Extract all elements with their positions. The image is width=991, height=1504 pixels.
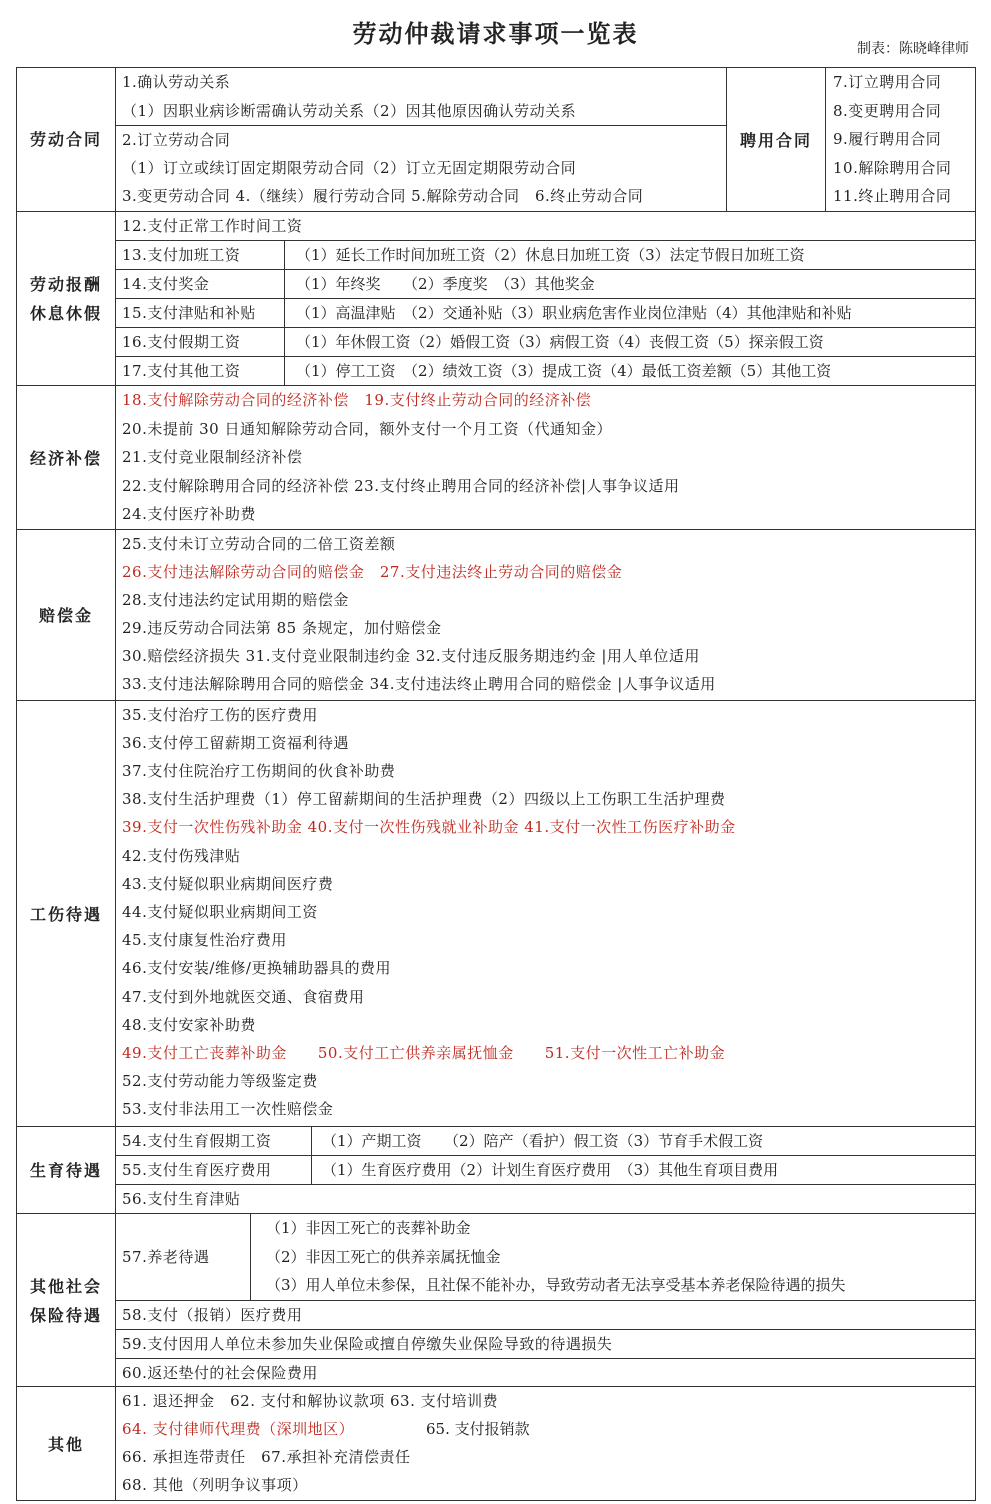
list-item: 7.订立聘用合同 <box>833 73 942 91</box>
row-14-detail: （1）年终奖 （2）季度奖 （3）其他奖金 <box>296 275 595 293</box>
line-35: 35.支付治疗工伤的医疗费用 <box>122 706 318 724</box>
line-42: 42.支付伤残津贴 <box>122 847 241 865</box>
pension-detail-3: （3）用人单位未参保，且社保不能补办，导致劳动者无法享受基本养老保险待遇的损失 <box>266 1276 846 1294</box>
line-30-32: 30.赔偿经济损失 31.支付竞业限制违约金 32.支付违反服务期违约金 |用人单位适用 <box>122 647 700 665</box>
hire-contract-list <box>826 68 975 211</box>
section-damages <box>17 529 975 701</box>
divider <box>116 1329 975 1330</box>
section-work-injury <box>17 700 975 1127</box>
section-label: 劳动合同 <box>17 68 116 211</box>
row-15-item: 15.支付津贴和补贴 <box>122 304 256 322</box>
line-20: 20.未提前 30 日通知解除劳动合同，额外支付一个月工资（代通知金） <box>122 420 612 438</box>
other-cell <box>116 1387 975 1501</box>
divider <box>284 241 285 386</box>
row-16-item: 16.支付假期工资 <box>122 333 241 351</box>
section-economic-compensation <box>17 385 975 530</box>
section-label: 赔偿金 <box>17 530 116 701</box>
row-13-item: 13.支付加班工资 <box>122 246 241 264</box>
list-item: 10.解除聘用合同 <box>833 159 952 177</box>
section-label: 工伤待遇 <box>17 701 116 1127</box>
section-label: 经济补偿 <box>17 386 116 530</box>
line-39-41: 39.支付一次性伤残补助金 40.支付一次性伤残就业补助金 41.支付一次性工伤医疗补助金 <box>122 818 736 836</box>
divider <box>116 125 726 126</box>
section-label: 其他 <box>17 1387 116 1501</box>
maternity-cell <box>116 1127 975 1214</box>
line-57: 57.养老待遇 <box>122 1248 210 1266</box>
divider <box>116 356 975 357</box>
line-2: 2.订立劳动合同 <box>122 131 231 149</box>
hire-contract-label: 聘用合同 <box>739 131 812 150</box>
divider <box>116 1358 975 1359</box>
line-52: 52.支付劳动能力等级鉴定费 <box>122 1072 318 1090</box>
row-15-detail: （1）高温津贴 （2）交通补贴（3）职业病危害作业岗位津贴（4）其他津贴和补贴 <box>296 304 852 322</box>
divider <box>116 298 975 299</box>
divider <box>116 1155 975 1156</box>
line-58: 58.支付（报销）医疗费用 <box>122 1306 303 1324</box>
line-18-19: 18.支付解除劳动合同的经济补偿 19.支付终止劳动合同的经济补偿 <box>122 391 592 409</box>
line-24: 24.支付医疗补助费 <box>122 505 256 523</box>
section-label: 生育待遇 <box>17 1127 116 1214</box>
line-68: 68. 其他（列明争议事项） <box>122 1476 308 1494</box>
damages-cell <box>116 530 975 701</box>
line-1: 1.确认劳动关系 <box>122 73 231 91</box>
divider <box>116 327 975 328</box>
row-14-item: 14.支付奖金 <box>122 275 210 293</box>
divider <box>116 1300 975 1301</box>
line-36: 36.支付停工留薪期工资福利待遇 <box>122 734 349 752</box>
line-33-34: 33.支付违法解除聘用合同的赔偿金 34.支付违法终止聘用合同的赔偿金 |人事争议适用 <box>122 675 716 693</box>
line-45: 45.支付康复性治疗费用 <box>122 931 287 949</box>
line-46: 46.支付安装/维修/更换辅助器具的费用 <box>122 959 391 977</box>
row-55-item: 55.支付生育医疗费用 <box>122 1161 272 1179</box>
line-22-23: 22.支付解除聘用合同的经济补偿 23.支付终止聘用合同的经济补偿|人事争议适用 <box>122 477 680 495</box>
labor-contract-cell <box>116 68 726 211</box>
section-pay <box>17 211 975 386</box>
line-49-51: 49.支付工亡丧葬补助金 50.支付工亡供养亲属抚恤金 51.支付一次性工亡补助金 <box>122 1044 726 1062</box>
injury-cell <box>116 701 975 1127</box>
row-17-detail: （1）停工工资 （2）绩效工资（3）提成工资（4）最低工资差额（5）其他工资 <box>296 362 832 380</box>
line-37: 37.支付住院治疗工伤期间的伙食补助费 <box>122 762 396 780</box>
section-maternity <box>17 1126 975 1214</box>
line-21: 21.支付竞业限制经济补偿 <box>122 448 303 466</box>
line-44: 44.支付疑似职业病期间工资 <box>122 903 318 921</box>
list-item: 8.变更聘用合同 <box>833 102 942 120</box>
section-labor-contract <box>17 68 975 211</box>
line-56: 56.支付生育津贴 <box>122 1190 241 1208</box>
page-title: 劳动仲裁请求事项一览表 <box>352 19 639 48</box>
row-17-item: 17.支付其他工资 <box>122 362 241 380</box>
pension-detail-1: （1）非因工死亡的丧葬补助金 <box>266 1219 471 1237</box>
divider <box>311 1127 312 1184</box>
pension-detail-2: （2）非因工死亡的供养亲属抚恤金 <box>266 1248 501 1266</box>
line-28: 28.支付违法约定试用期的赔偿金 <box>122 591 349 609</box>
line-1-detail: （1）因职业病诊断需确认劳动关系（2）因其他原因确认劳动关系 <box>122 102 577 120</box>
line-38: 38.支付生活护理费（1）停工留薪期间的生活护理费（2）四级以上工伤职工生活护理费 <box>122 790 726 808</box>
section-social-insurance <box>17 1213 975 1387</box>
line-26-27: 26.支付违法解除劳动合同的赔偿金 27.支付违法终止劳动合同的赔偿金 <box>122 563 623 581</box>
line-48: 48.支付安家补助费 <box>122 1016 256 1034</box>
list-item: 9.履行聘用合同 <box>833 130 942 148</box>
divider <box>116 269 975 270</box>
divider <box>116 240 975 241</box>
section-label: 劳动报酬 休息休假 <box>17 212 116 386</box>
list-item: 11.终止聘用合同 <box>833 187 952 205</box>
line-12: 12.支付正常工作时间工资 <box>122 217 303 235</box>
line-65: 65. 支付报销款 <box>426 1420 530 1438</box>
line-53: 53.支付非法用工一次性赔偿金 <box>122 1100 334 1118</box>
line-3-6: 3.变更劳动合同 4.（继续）履行劳动合同 5.解除劳动合同 6.终止劳动合同 <box>122 187 644 205</box>
row-54-detail: （1）产期工资 （2）陪产（看护）假工资（3）节育手术假工资 <box>322 1132 764 1150</box>
line-43: 43.支付疑似职业病期间医疗费 <box>122 875 334 893</box>
divider <box>250 1214 251 1300</box>
row-16-detail: （1）年休假工资（2）婚假工资（3）病假工资（4）丧假工资（5）探亲假工资 <box>296 333 824 351</box>
line-64: 64. 支付律师代理费（深圳地区） <box>122 1420 355 1438</box>
line-60: 60.返还垫付的社会保险费用 <box>122 1364 318 1382</box>
row-13-detail: （1）延长工作时间加班工资（2）休息日加班工资（3）法定节假日加班工资 <box>296 246 805 264</box>
line-59: 59.支付因用人单位未参加失业保险或擅自停缴失业保险导致的待遇损失 <box>122 1335 613 1353</box>
request-table <box>16 67 976 1501</box>
line-47: 47.支付到外地就医交通、食宿费用 <box>122 988 365 1006</box>
section-label: 其他社会 保险待遇 <box>17 1214 116 1387</box>
row-55-detail: （1）生育医疗费用（2）计划生育医疗费用 （3）其他生育项目费用 <box>322 1161 779 1179</box>
economic-cell <box>116 386 975 530</box>
line-61-63: 61. 退还押金 62. 支付和解协议款项 63. 支付培训费 <box>122 1392 499 1410</box>
line-25: 25.支付未订立劳动合同的二倍工资差额 <box>122 535 396 553</box>
line-66-67: 66. 承担连带责任 67.承担补充清偿责任 <box>122 1448 411 1466</box>
pay-cell <box>116 212 975 386</box>
section-other <box>17 1386 975 1501</box>
line-2-detail: （1）订立或续订固定期限劳动合同（2）订立无固定期限劳动合同 <box>122 159 577 177</box>
line-29: 29.违反劳动合同法第 85 条规定，加付赔偿金 <box>122 619 442 637</box>
row-54-item: 54.支付生育假期工资 <box>122 1132 272 1150</box>
author-note: 制表：陈晓峰律师 <box>857 41 969 57</box>
social-insurance-cell <box>116 1214 975 1387</box>
divider <box>116 1184 975 1185</box>
